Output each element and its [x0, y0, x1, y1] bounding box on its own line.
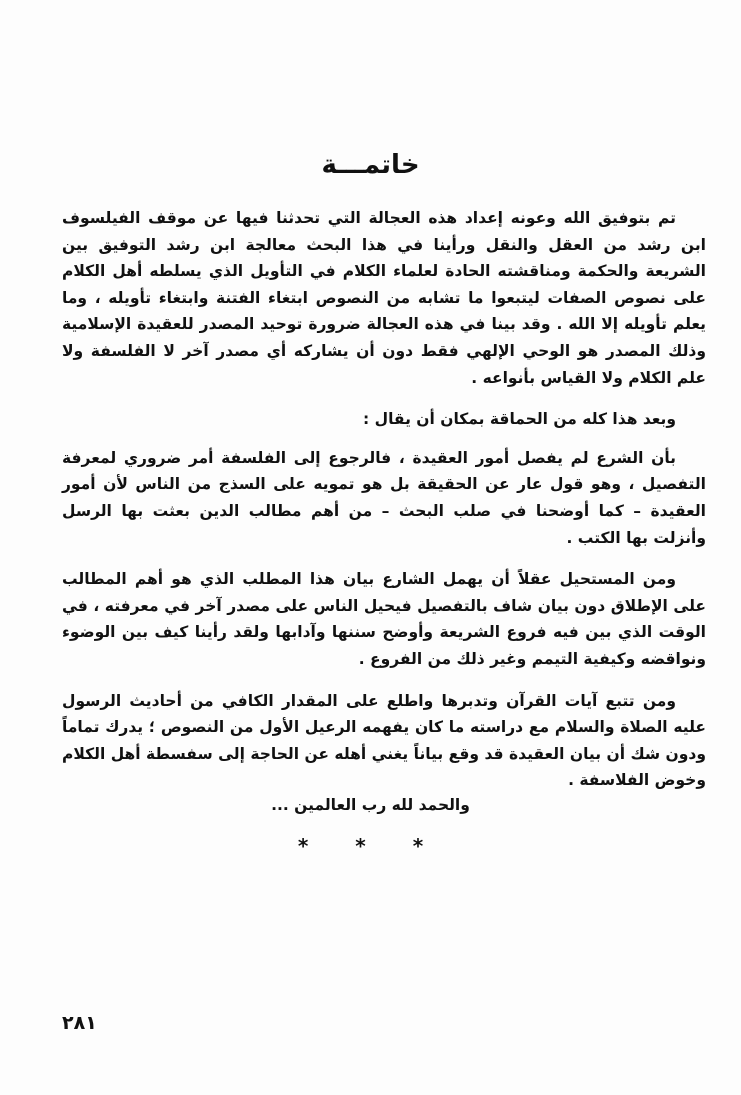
- page-title: خاتمـــة: [321, 150, 420, 180]
- body-text: [62, 205, 706, 809]
- paragraph-intro: تم بتوفيق الله وعونه إعداد هذه العجالة التي تحدثنا فيها عن موقف الفيلسوف ابن رشد من العقل والنقل ورأينا في هذا البحث معالجة ابن رشد التوفيق بين الشريعة والحكمة ومناقشته الحادة لعلماء الكلام في التأويل الذي يسلطه أهل الكلام على نصوص الصفات ليتبعوا ما تشابه من النصوص ابتغاء الفتنة وابتغاء تأويله ، وما يعلم تأويله إلا الله . وقد بينا في هذه العجالة ضرورة توحيد المصدر للعقيدة الإسلامية وذلك المصدر هو الوحي الإلهي فقط دون أن يشاركه أي مصدر آخر لا الفلسفة ولا علم الكلام ولا القياس بأنواعه .: [62, 209, 706, 387]
- paragraph-transition: وبعد هذا كله من الحماقة بمكان أن يقال :: [363, 410, 676, 429]
- paragraph-conclusion: ومن تتبع آيات القرآن وتدبرها واطلع على المقدار الكافي من أحاديث الرسول عليه الصلاة والسلام مع دراسته ما كان يفهمه الرعيل الأول من النصوص ؛ يدرك تماماً ودون شك أن بيان العقيدة قد وقع بياناً يغني أهله عن الحاجة إلى سفسطة أهل الكلام وخوض الفلاسفة .: [62, 691, 706, 790]
- paragraph-argument: ومن المستحيل عقلاً أن يهمل الشارع بيان هذا المطلب الذي هو أهم المطالب على الإطلاق دون بيان شاف بالتفصيل فيحيل الناس على مصدر آخر في معرفته ، في الوقت الذي بين فيه فروع الشريعة وأوضح سننها وآدابها ولقد رأينا كيف بين الوضوء ونواقضه وكيفية التيمم وغير ذلك من الفروع .: [62, 570, 706, 668]
- paragraph-claim: بأن الشرع لم يفصل أمور العقيدة ، فالرجوع إلى الفلسفة أمر ضروري لمعرفة التفصيل ، وهو قول عار عن الحقيقة بل هو تمويه على السذج من الناس لأن أمور العقيدة – كما أوضحنا في صلب البحث – من أهم مطالب الدين بعثت بها الرسل وأنزلت بها الكتب .: [62, 448, 706, 547]
- page-number: ٢٨١: [62, 1012, 97, 1034]
- section-end-stars: * * *: [297, 834, 444, 858]
- closing-line: والحمد لله رب العالمين ...: [271, 796, 470, 814]
